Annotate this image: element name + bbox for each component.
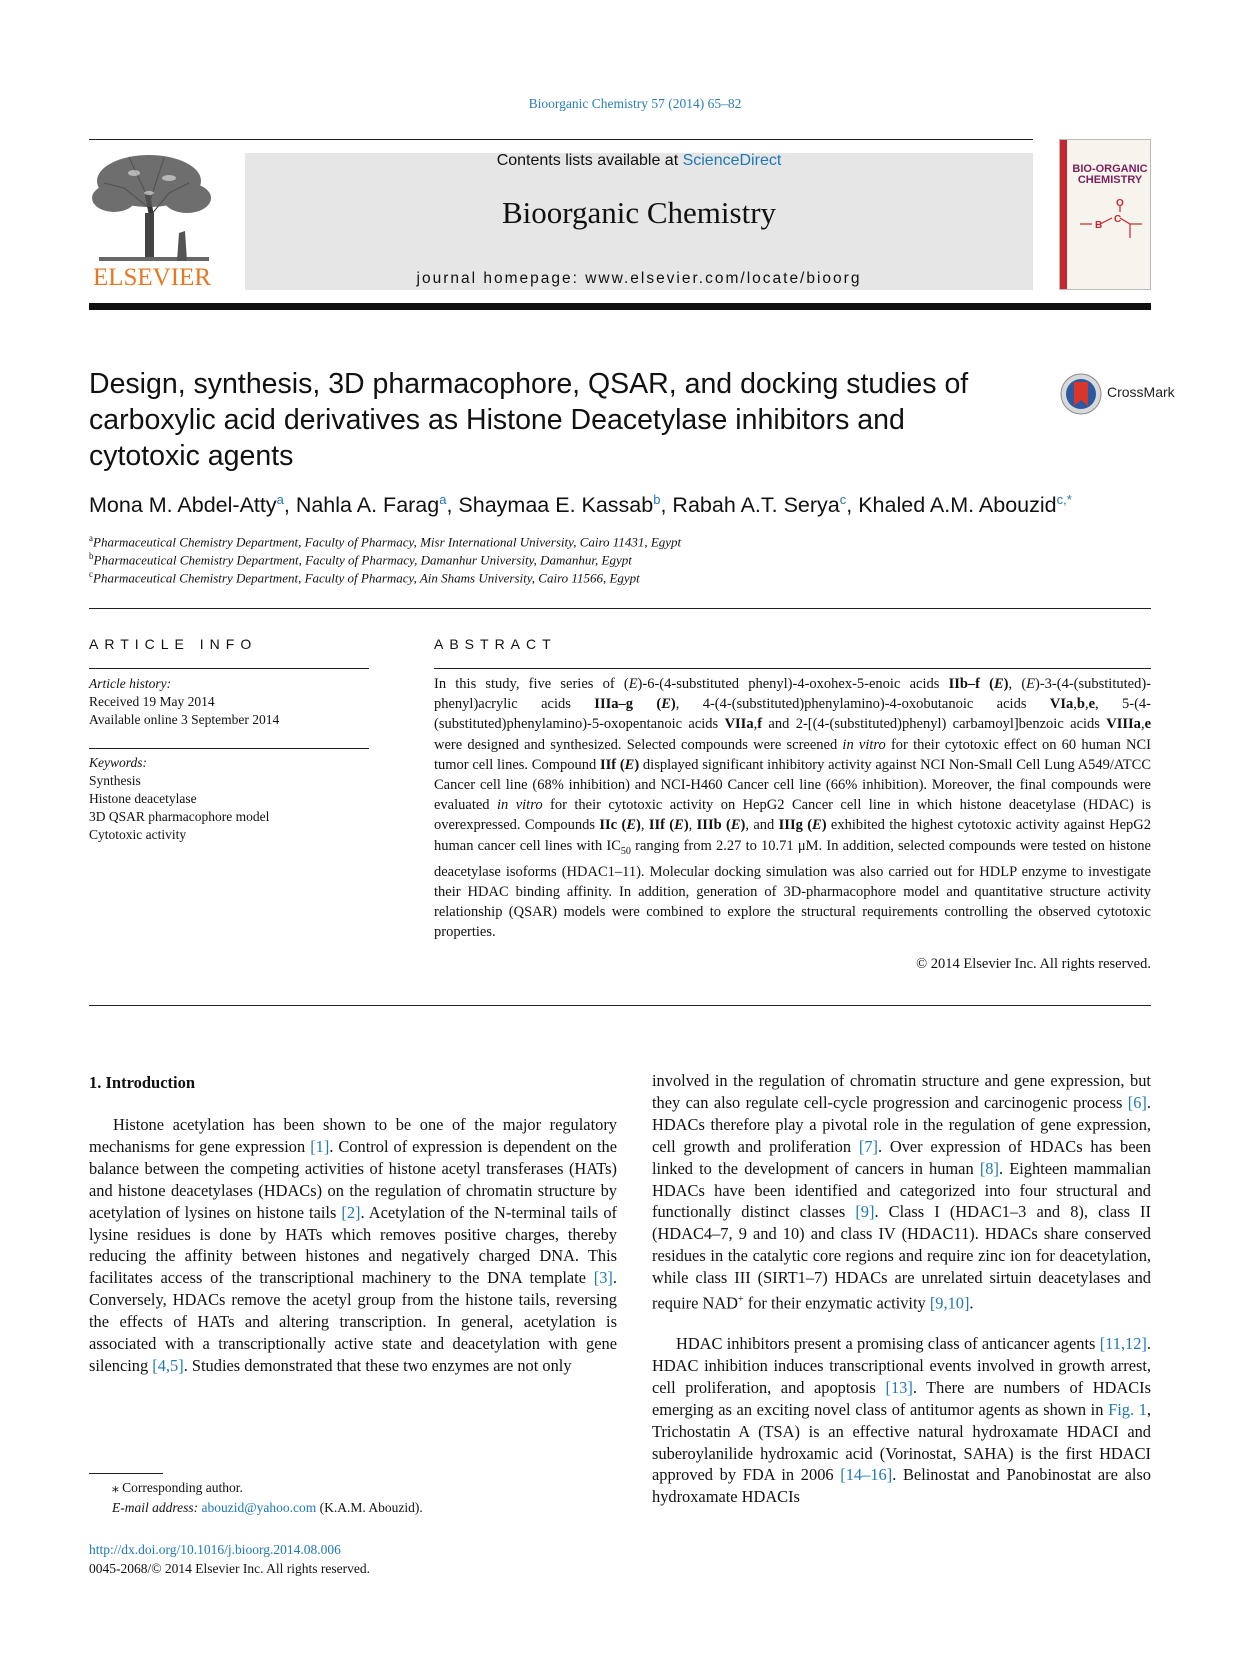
figure-link[interactable]: Fig. 1 [1108, 1399, 1147, 1419]
author-affiliation-mark[interactable]: a [439, 492, 447, 507]
section-rule [89, 1005, 1151, 1006]
elsevier-wordmark: ELSEVIER [92, 264, 212, 291]
journal-cover[interactable] [1059, 139, 1151, 290]
author-name[interactable]: Shaymaa E. Kassab [458, 493, 654, 518]
author-affiliation-mark[interactable]: c [839, 492, 847, 507]
author-affiliation-mark[interactable]: c,* [1056, 492, 1072, 507]
email-link[interactable]: abouzid@yahoo.com [201, 1500, 317, 1515]
affiliation-text: Pharmaceutical Chemistry Department, Faculty of Pharmacy, Misr International University, Cairo 11431, Egypt [93, 534, 682, 550]
affiliation-label: a [89, 533, 93, 543]
author-name[interactable]: Khaled A.M. Abouzid [858, 493, 1057, 518]
article-info-rule [89, 668, 369, 669]
doi-link[interactable]: http://dx.doi.org/10.1016/j.bioorg.2014.08.006 [89, 1542, 341, 1557]
email-label: E-mail address: [112, 1500, 202, 1515]
citation-link[interactable]: [13] [885, 1377, 913, 1397]
abstract-body: In this study, five series of (E)-6-(4-substituted phenyl)-4-oxohex-5-enoic acids IIb–f (E), (E)-3-(4-(substituted)-phenyl)acrylic acids IIIa–g (E), 4-(4-(substituted)phenylamino)-4-oxobutanoic acids VIa,b,e, 5-(4-(substituted)phenylamino)-5-oxopentanoic acids VIIa,f and 2-[(4-(substituted)phenyl) carbamoyl]benzoic acids VIIIa,e were designed and synthesized. Selected compounds were screened in vitro for their cytotoxic effect on 60 human NCI tumor cell lines. Compound IIf (E) displayed significant inhibitory activity against NCI Non-Small Cell Lung A549/ATCC Cancer cell line (68% inhibition) and NCI-H460 Cancer cell line (66% inhibition). Moreover, the final compounds were evaluated in vitro for their cytotoxic activity on HepG2 Cancer cell line in which histone deacetylase (HDAC) is overexpressed. Compounds IIc (E), IIf (E), IIIb (E), and IIIg (E) exhibited the highest cytotoxic activity against HepG2 human cancer cell lines with $IC_{50}$ ranging from 2.27 to 10.71 μM. In addition, selected compounds were tested on histone deacetylase isoforms (HDAC1–11). Molecular docking simulation was also carried out for HDLP enzyme to investigate their HDAC binding affinity. In addition, generation of 3D-pharmacophore model and quantitative structure activity relationship (QSAR) models were combined to explore the structural requirements controlling the observed cytotoxic properties. [434, 676, 1152, 941]
keyword: 3D QSAR pharmacophore model [89, 809, 270, 824]
keywords-label: Keywords: [89, 755, 147, 770]
affiliation-text: Pharmaceutical Chemistry Department, Faculty of Pharmacy, Damanhur University, Damanhur, Egypt [93, 552, 632, 568]
citation-link[interactable]: [7] [858, 1136, 878, 1156]
svg-text:O: O [1116, 198, 1124, 209]
email-owner: (K.A.M. Abouzid). [316, 1500, 423, 1515]
author-affiliation-mark[interactable]: b [653, 492, 661, 507]
contents-prefix: Contents lists available at [496, 152, 683, 169]
header-rule [89, 139, 1033, 140]
introduction-paragraph: involved in the regulation of chromatin structure and gene expression, but they can also regulate cell-cycle progression and carcinogenic process [6]. HDACs therefore play a pivotal role in the regulation of gene expression, cell growth and proliferation [7]. Over expression of HDACs has been linked to the development of cancers in human [8]. Eighteen mammalian HDACs have been identified and categorized into four structural and functionally distinct classes [9]. Class I (HDAC1–3 and 8), class II (HDAC4–7, 9 and 10) and class IV (HDAC11). HDACs share conserved residues in the catalytic core regions and require zinc ion for deacetylation, while class III (SIRT1–7) HDACs are unrelated sirtuin deacetylases and require NAD+ for their enzymatic activity [9,10]. [652, 1071, 1151, 1313]
affiliation [89, 551, 632, 568]
tree-logo-icon [89, 153, 215, 263]
citation-link[interactable]: [11,12] [1099, 1334, 1147, 1353]
cover-title-line1: BIO-ORGANIC [1072, 163, 1148, 175]
affiliation-label: c [89, 569, 93, 579]
crossmark-label: CrossMark [1107, 384, 1175, 400]
corresponding-author-note: ⁎ Corresponding author. [112, 1480, 243, 1495]
keyword: Histone deacetylase [89, 791, 197, 806]
svg-text:B: B [1095, 220, 1103, 231]
keyword: Cytotoxic activity [89, 827, 187, 842]
affiliation [89, 569, 640, 586]
citation-link[interactable]: [6] [1127, 1092, 1147, 1112]
crossmark-badge[interactable] [1059, 372, 1175, 418]
citation-link[interactable]: [14–16] [840, 1465, 893, 1485]
introduction-heading: 1. Introduction [89, 1073, 196, 1092]
author-name[interactable]: Mona M. Abdel-Atty [89, 493, 277, 518]
article-history [89, 675, 369, 729]
journal-citation[interactable]: Bioorganic Chemistry 57 (2014) 65–82 [528, 96, 742, 111]
citation-link[interactable]: [9,10] [929, 1293, 970, 1313]
footnote-rule [89, 1473, 163, 1474]
masthead-rule [89, 303, 1151, 310]
article-info-heading: ARTICLE INFO [89, 636, 258, 652]
article-title: Design, synthesis, 3D pharmacophore, QSAR, and docking studies of carboxylic acid derivatives as Histone Deacetylase inhibitors and cytotoxic agents [89, 368, 969, 472]
email-note [112, 1500, 423, 1516]
citation-link[interactable]: [9] [855, 1202, 875, 1222]
received-date: Received 19 May 2014 [89, 694, 215, 709]
journal-title: Bioorganic Chemistry [501, 195, 777, 230]
contents-line [245, 152, 1033, 170]
journal-homepage[interactable]: journal homepage: www.elsevier.com/locate/bioorg [416, 270, 862, 287]
introduction-paragraph: HDAC inhibitors present a promising class of anticancer agents [11,12]. HDAC inhibition induces transcriptional events involved in growth arrest, cell proliferation, and apoptosis [13]. There are numbers of HDACIs emerging as an exciting novel class of antitumor agents as shown in Fig. 1, Trichostatin A (TSA) is an effective natural hydroxamate HDACI and suberoylanilide hydroxamic acid (Vorinostat, SAHA) is the first HDACI approved by FDA in 2006 [14–16]. Belinostat and Panobinostat are also hydroxamate HDACIs [652, 1334, 1151, 1507]
affiliation-text: Pharmaceutical Chemistry Department, Faculty of Pharmacy, Ain Shams University, Cairo 11566, Egypt [93, 570, 640, 586]
author-list: Mona M. Abdel-Atty$^a$, Nahla A. Farag$^a$, Shaymaa E. Kassab$^b$, Rabah A.T. Serya$^c$, Khaled A.M. Abouzid$^{c,*}$ [89, 492, 1072, 518]
online-date: Available online 3 September 2014 [89, 712, 280, 727]
cover-title-line2: CHEMISTRY [1077, 174, 1143, 186]
affiliation-label: b [89, 551, 94, 561]
abstract-heading: ABSTRACT [434, 636, 557, 652]
sciencedirect-link[interactable]: ScienceDirect [682, 152, 782, 169]
issn-line: 0045-2068/© 2014 Elsevier Inc. All rights reserved. [89, 1561, 370, 1576]
author-affiliation-mark[interactable]: a [276, 492, 284, 507]
elsevier-logo[interactable] [89, 153, 215, 291]
section-rule [89, 608, 1151, 609]
keyword: Synthesis [89, 773, 141, 788]
history-label: Article history: [89, 676, 172, 691]
keywords-rule [89, 748, 369, 749]
author-name[interactable]: Nahla A. Farag [295, 493, 440, 518]
citation-link[interactable]: [1] [310, 1136, 330, 1156]
citation-link[interactable]: [3] [593, 1268, 613, 1288]
keywords [89, 754, 369, 844]
author-name[interactable]: Rabah A.T. Serya [672, 493, 840, 518]
citation-link[interactable]: [4,5] [152, 1355, 184, 1375]
molecule-icon [1060, 140, 1151, 290]
introduction-paragraph: Histone acetylation has been shown to be one of the major regulatory mechanisms for gene expression [1]. Control of expression is dependent on the balance between the competing activities of histone acetyl transferases (HATs) and histone deacetylases (HDACs) on the regulation of chromatin structure by acetylation of lysines on histone tails [2]. Acetylation of the N-terminal tails of lysine residues is done by HATs which removes positive charges, thereby reducing the affinity between histones and negatively charged DNA. This facilitates access of the transcriptional machinery to the DNA template [3]. Conversely, HDACs remove the acetyl group from the histone tails, reversing the effects of HATs and altering transcription. In general, acetylation is associated with a transcriptionally active state and deacetylation with gene silencing [4,5]. Studies demonstrated that these two enzymes are not only [89, 1115, 617, 1375]
crossmark-icon [1059, 372, 1103, 416]
abstract-copyright: © 2014 Elsevier Inc. All rights reserved. [916, 956, 1151, 972]
citation-link[interactable]: [2] [341, 1202, 361, 1222]
abstract-rule [434, 668, 1151, 669]
citation-link[interactable]: [8] [979, 1158, 999, 1178]
affiliation [89, 533, 681, 550]
svg-text:C: C [1114, 214, 1122, 225]
